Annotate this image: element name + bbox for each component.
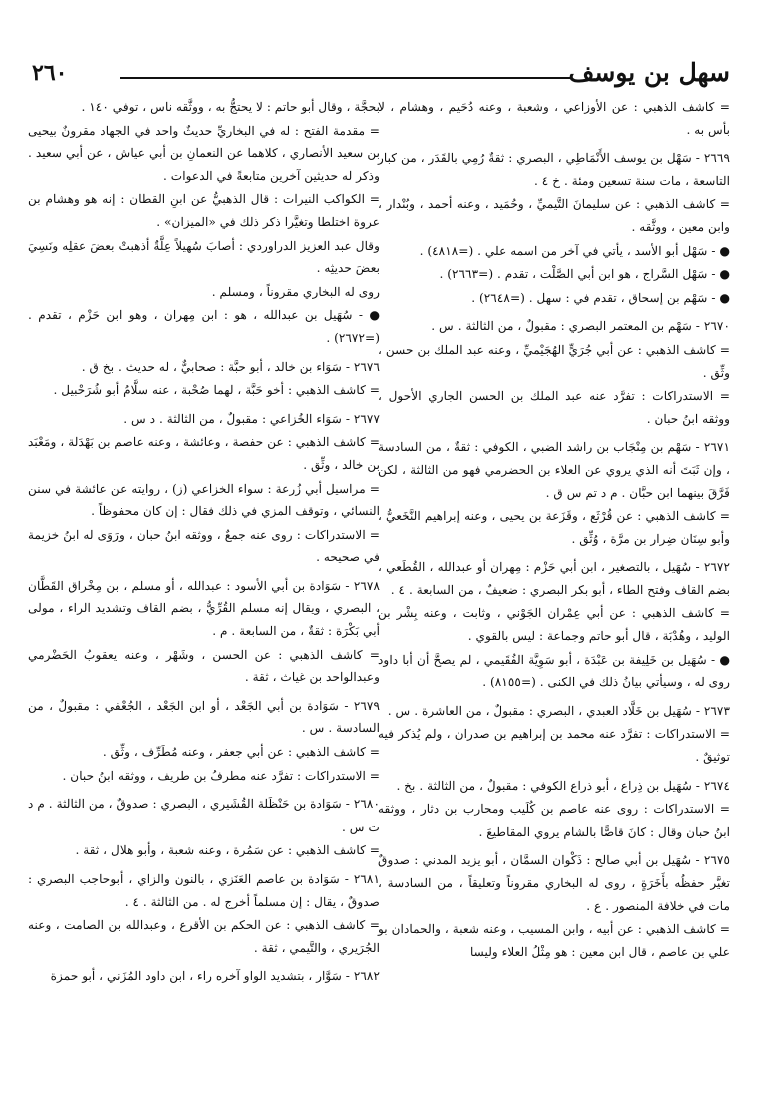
- entry-2673: ٢٦٧٣ - سُهَيل بن خَلَّاد العبدي ، البصري : مقبولٌ ، من العاشرة . س .: [387, 703, 730, 718]
- text-line: = كاشف الذهبي : عن الحكم بن الأقرع ، وعبدالله بن الصامت ، وعنه الجُرَيري ، والتَّيمي ، ثقة .: [28, 918, 380, 955]
- text-line: = الاستدراكات : روى عنه عاصم بن كُلَيب ومحارب بن دثار ، ووثقه ابنُ حبان وقال : كانَ قاصًّا بالشام يروي المقاطيعَ .: [378, 802, 730, 839]
- text-line: = كاشف الذهبي : أخو حَبَّة ، لهما صُحْبة ، عنه سلَّامُ أبو شُرَحْبيل .: [53, 383, 380, 398]
- text-line: = كاشف الذهبي : عن أبي عِمْران الجَوْني ، وثابت ، وعنه بِشْر بن الوليد ، وهُدْبَة ، قال أبو حاتم وجماعة : ليس بالقوي .: [378, 606, 730, 644]
- entry-2672: ٢٦٧٢ - سُهَيل ، بالتصغير ، ابن أبي حَزْم : مِهران أو عبدالله ، القُطَعي ، بضم القاف وفتح الطاء ، أبو بكر البصري : ضعيفٌ ، من السابعة . ٤ .: [378, 560, 730, 597]
- cross-ref: ● - سَهْل السَّراج ، هو ابن أبي الصَّلْت ، تقدم . (=٢٦٦٣) .: [439, 267, 730, 282]
- text-line: = كاشف الذهبي : عن حفصة ، وعائشة ، وعنه عاصم بن بَهْدَلة ، ومَعْبَد بن خالد ، وثِّق .: [28, 435, 380, 472]
- text-line: وقال عبد العزيز الدراوردي : أصابَ سُهيلاً عِلَّةٌ أذهبتْ بعضَ عقلِه ونَسِيَ بعضَ حديثِه .: [28, 238, 380, 276]
- entry-2679: ٢٦٧٩ - سَوَادة بن أبي الجَعْد ، أو ابن الجَعْد ، الجُعْفي : مقبولٌ ، من السادسة . س .: [28, 698, 380, 736]
- text-line: = الكواكب النيرات : قال الذهبيُّ عن ابنِ القطان : إنه هو وهشام بن عروة اختلطا وتغيَّرا ذكر ذلك في «الميزان» .: [28, 192, 380, 229]
- text-line: = كاشف الذهبي : عن أبي جعفر ، وعنه مُطَرِّف ، وثِّق .: [102, 745, 380, 760]
- text-line: روى له البخاري مقروناً ، ومسلم .: [211, 284, 380, 299]
- entry-2678: ٢٦٧٨ - سَوَادة بن أبي الأسود : عبدالله ، أو مسلم ، بن مِخْراق القَطَّان ، البصري ، ويقال إنه مسلم القُرِّيُّ ، بضم القاف وتشديد الراء ، مولى أبي بَكْرَة : ثقةٌ ، من السابعة . م .: [28, 578, 380, 639]
- text-line: = كاشف الذهبي : عن الأوزاعي ، وشعبة ، وعنه دُحَيم ، وهشام ، لا بأس به .: [378, 100, 730, 137]
- text-line: = الاستدراكات : تفرَّد عنه محمد بن إبراهيم بن صدران ، ولم يُذكر فيه توثيقٌ .: [378, 727, 730, 765]
- entry-2669: ٢٦٦٩ - سَهْل بن يوسف الأَنْمَاطِي ، البصري : ثقةٌ رُمِي بالقَدَر ، من كبار التاسعة ، مات سنة تسعين ومئة . خ ٤ .: [378, 151, 730, 188]
- text-line: = كاشف الذهبي : عن أبي جُرَيٍّ الهُجَيْميِّ ، وعنه عبد الملك بن حسن ، وثِّق .: [378, 342, 730, 380]
- text-line: بحجَّة ، وقال أبو حاتم : لا يحتجُّ به ، ووثَّقه ناس ، توفي ١٤٠ .: [81, 100, 380, 114]
- text-line: = مراسيل أبي زُرعة : سواء الخزاعي (ز) ، روايته عن عائشة في سنن النسائي ، وتوقف المزي في ذلك فقال : إن كان محفوظاً .: [28, 481, 380, 519]
- header-rule: [120, 77, 570, 79]
- running-title: سهل بن يوسف: [568, 58, 730, 87]
- page-header: [28, 56, 730, 90]
- page-number: ٢٦٠: [32, 60, 68, 86]
- text-line: = مقدمة الفتح : له في البخاريِّ حديثٌ واحد في الجهاد مقرونٌ بيحيى بن سعيد الأنصاري ، كلاهما عن النعمانِ بن أبي عياش ، عن أبي سعيد . وذكر له حديثين آخرين متابعةً في الدعوات .: [28, 123, 380, 183]
- entry-2677: ٢٦٧٧ - سَوَاء الخُزاعي : مقبولٌ ، من الثالثة . د س .: [123, 411, 380, 426]
- text-line: = الاستدراكات : روى عنه جمعٌ ، ووثقه ابنُ حبان ، ورَوَى له ابنُ خزيمة في صحيحه .: [28, 527, 380, 565]
- text-line: = الاستدراكات : تفرَّد عنه عبد الملك بن الحسن الجاري الأحول ، ووثقه ابنُ حبان .: [378, 389, 730, 426]
- text-line: = كاشف الذهبي : عن سَمُرة ، وعنه شعبة ، وأبو هلال ، ثقة .: [75, 843, 380, 858]
- cross-ref: ● - سُهَيل بن خَلِيفة بن عَبْدَة ، أبو سَوِيَّة الفُقَيمي ، لم يصحَّ أن أبا داود روى له ، وسيأتي بيانُ ذلك في الكنى . (=٨١٥٥) .: [378, 652, 730, 690]
- entry-2682: ٢٦٨٢ - سَوَّار ، بتشديد الواو آخره راء ، ابن داود المُزَني ، أبو حمزة: [50, 969, 380, 984]
- text-line: = كاشف الذهبي : عن قُرْثَع ، وقَزَعة بن يحيى ، وعنه إبراهيم النَّخَعيُّ ، وأبو سِنَان ضِرار بن مرَّة ، وُثِّق .: [378, 509, 730, 546]
- cross-ref: ● - سُهَيل بن عبدالله ، هو : ابن مِهران ، وهو ابن حَزْم ، تقدم . (=٢٦٧٢) .: [28, 308, 380, 345]
- entry-2676: ٢٦٧٦ - سَوَاء بن خالد ، أبو حبَّة : صحابيٌّ ، له حديث . بخ ق .: [81, 359, 380, 374]
- entry-2674: ٢٦٧٤ - سُهَيل بن ذِراع ، أبو ذراع الكوفي : مقبولٌ ، من الثالثة . بخ .: [396, 778, 730, 793]
- left-column: [28, 96, 380, 989]
- entry-2681: ٢٦٨١ - سَوَادة بن عاصم العَنَزي ، بالنون والزاي ، أبوحاجب البصري : صدوقٌ ، يقال : إن مسلماً أخرج له . من الثالثة . ٤ .: [28, 872, 380, 909]
- entry-2680: ٢٦٨٠ - سَوَادة بن حَنْظَلة القُشَيري ، البصري : صدوقٌ ، من الثالثة . م د ت س .: [28, 797, 380, 834]
- entry-2671: ٢٦٧١ - سَهْم بن مِنْجَاب بن راشد الضبي ، الكوفي : ثقةٌ ، من السادسة ، وإن ثَبَتَ أنه الذي يروي عن العلاء بن الحضرمي فهو من الثالثة ، لكن فَرَّقَ بينهما ابن حبَّان . م د تم س ق .: [378, 440, 730, 500]
- cross-ref: ● - سَهْل أبو الأسد ، يأتي في آخر من اسمه علي . (=٤٨١٨) .: [419, 243, 730, 258]
- text-line: = كاشف الذهبي : عن الحسن ، وشَهْر ، وعنه يعقوبُ الحَضْرمي وعبدالواحد بن غياث ، ثقة .: [28, 647, 380, 685]
- text-line: = كاشف الذهبي : عن أبيه ، وابن المسيب ، وعنه شعبة ، والحمادان بو علي بن عاصم ، قال ابن معين : هو مِثْلُ العلاء وليسا: [378, 922, 730, 959]
- entry-2675: ٢٦٧٥ - سُهَيل بن أبي صالح : ذَكْوان السمَّان ، أبو يزيد المدني : صدوقٌ تغيَّر حفظُه بأَخَرَةٍ ، روى له البخاري مقروناً وتعليقاً ، من السادسة ، مات في خلافة المنصور . ع .: [378, 853, 730, 913]
- right-column: [378, 96, 730, 964]
- entry-2670: ٢٦٧٠ - سَهْم بن المعتمر البصري : مقبولٌ ، من الثالثة . س .: [431, 319, 730, 334]
- text-line: = الاستدراكات : تفرَّد عنه مطرفُ بن طريف ، ووثقه ابنُ حبان .: [62, 768, 380, 783]
- cross-ref: ● - سَهْم بن إسحاق ، تقدم في : سهل . (=٢٦٤٨) .: [471, 290, 730, 305]
- text-line: = كاشف الذهبي : عن سليمانَ التَّيميِّ ، وحُمَيد ، وعنه أحمد ، وبُنْدار ، وابن معين ، ووثَّقه .: [378, 197, 730, 234]
